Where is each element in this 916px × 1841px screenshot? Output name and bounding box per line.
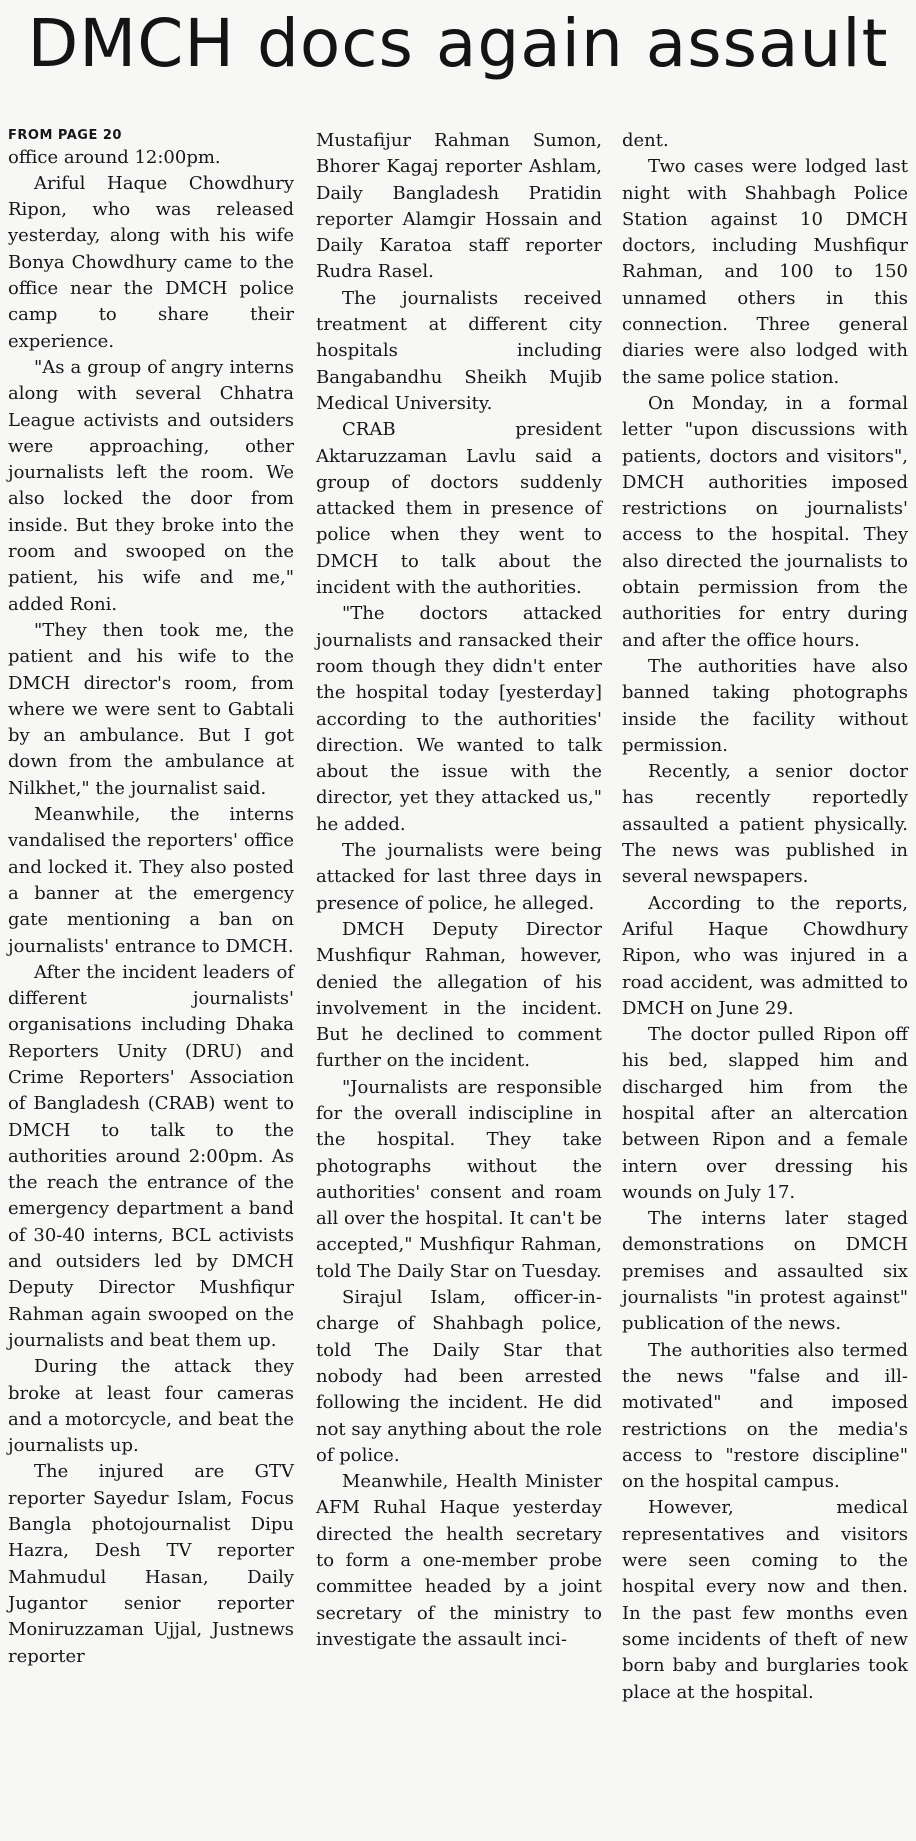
paragraph: Mustafijur Rahman Sumon, Bhorer Kagaj reporter Ashlam, Daily Bangladesh Pratidin reporter Alamgir Hossain and Daily Karatoa staff reporter Rudra Rasel. <box>316 130 602 283</box>
paragraph: According to the reports, Ariful Haque Chowdhury Ripon, who was injured in a road accident, was admitted to DMCH on June 29. <box>622 892 908 1019</box>
headline: DMCH docs again assault <box>27 5 889 82</box>
paragraph: CRAB president Aktaruzzaman Lavlu said a group of doctors suddenly attacked them in presence of police when they went to DMCH to talk about the incident with the authorities. <box>316 419 602 599</box>
paragraph: Ariful Haque Chowdhury Ripon, who was released yesterday, along with his wife Bonya Chowdhury came to the office near the DMCH police camp to share their experience. <box>8 172 294 352</box>
paragraph: "As a group of angry interns along with several Chhatra League activists and outsiders were approaching, other journalists left the room. We also locked the door from inside. But they broke into the room and swooped on the patient, his wife and me," added Roni. <box>8 356 294 615</box>
paragraph: The doctor pulled Ripon off his bed, slapped him and discharged him from the hospital after an altercation between Ripon and a female intern over dressing his wounds on July 17. <box>622 1024 908 1203</box>
article-column-3 <box>622 128 908 1706</box>
paragraph: Meanwhile, the interns vandalised the reporters' office and locked it. They also posted a banner at the emergency gate mentioning a ban on journalists' entrance to DMCH. <box>8 804 294 957</box>
article-column-2 <box>316 128 602 1653</box>
paragraph: The journalists were being attacked for last three days in presence of police, he alleged. <box>316 840 602 914</box>
dateline: FROM PAGE 20 <box>8 128 122 143</box>
paragraph: DMCH Deputy Director Mushfiqur Rahman, however, denied the allegation of his involvement in the incident. But he declined to comment further on the incident. <box>316 918 602 1072</box>
paragraph: The interns later staged demonstrations on DMCH premises and assaulted six journalists "in protest against" publication of the news. <box>622 1208 908 1335</box>
paragraph: office around 12:00pm. <box>8 146 221 168</box>
paragraph: Sirajul Islam, officer-in-charge of Shahbagh police, told The Daily Star that nobody had been arrested following the incident. He did not say anything about the role of police. <box>316 1287 602 1466</box>
paragraph: After the incident leaders of different journalists' organisations including Dhaka Reporters Unity (DRU) and Crime Reporters' Association of Bangladesh (CRAB) went to DMCH to talk to the authorities around 2:00pm. As the reach the entrance of the emergency department a band of 30-40 interns, BCL activists and outsiders led by DMCH Deputy Director Mushfiqur Rahman again swooped on the journalists and beat them up. <box>8 961 294 1351</box>
paragraph: During the attack they broke at least four cameras and a motorcycle, and beat the journalists up. <box>8 1356 294 1457</box>
paragraph: Meanwhile, Health Minister AFM Ruhal Haque yesterday directed the health secretary to form a one-member probe committee headed by a joint secretary of the ministry to investigate the assault inci- <box>316 1471 602 1650</box>
paragraph: On Monday, in a formal letter "upon discussions with patients, doctors and visitors", DMCH authorities imposed restrictions on journalists' access to the hospital. They also directed the journalists to obtain permission from the authorities for entry during and after the office hours. <box>622 392 908 651</box>
article-column-1 <box>8 128 294 1670</box>
paragraph: However, medical representatives and visitors were seen coming to the hospital every now and then. In the past few months even some incidents of theft of new born baby and burglaries took place at the hospital. <box>622 1497 908 1703</box>
paragraph: dent. <box>622 130 669 151</box>
paragraph: Recently, a senior doctor has recently reportedly assaulted a patient physically. The news was published in several newspapers. <box>622 761 908 888</box>
paragraph: "They then took me, the patient and his wife to the DMCH director's room, from where we were sent to Gabtali by an ambulance. But I got down from the ambulance at Nilkhet," the journalist said. <box>8 619 294 799</box>
paragraph: The authorities have also banned taking photographs inside the facility without permission. <box>622 655 908 756</box>
paragraph: "The doctors attacked journalists and ransacked their room though they didn't enter the hospital today [yesterday] according to the authorities' direction. We wanted to talk about the issue with the director, yet they attacked us," he added. <box>316 603 602 835</box>
paragraph: "Journalists are responsible for the overall indiscipline in the hospital. They take photographs without the authorities' consent and roam all over the hospital. It can't be accepted," Mushfiqur Rahman, told The Daily Star on Tuesday. <box>316 1076 602 1282</box>
paragraph: Two cases were lodged last night with Shahbagh Police Station against 10 DMCH doctors, including Mushfiqur Rahman, and 100 to 150 unnamed others in this connection. Three general diaries were also lodged with the same police station. <box>622 156 908 388</box>
paragraph: The authorities also termed the news "false and ill-motivated" and imposed restrictions on the media's access to "restore discipline" on the hospital campus. <box>622 1339 908 1493</box>
paragraph: The journalists received treatment at different city hospitals including Bangabandhu Sheikh Mujib Medical University. <box>316 287 602 414</box>
paragraph: The injured are GTV reporter Sayedur Islam, Focus Bangla photojournalist Dipu Hazra, Desh TV reporter Mahmudul Hasan, Daily Jugantor senior reporter Moniruzzaman Ujjal, Justnews reporter <box>8 1461 294 1667</box>
